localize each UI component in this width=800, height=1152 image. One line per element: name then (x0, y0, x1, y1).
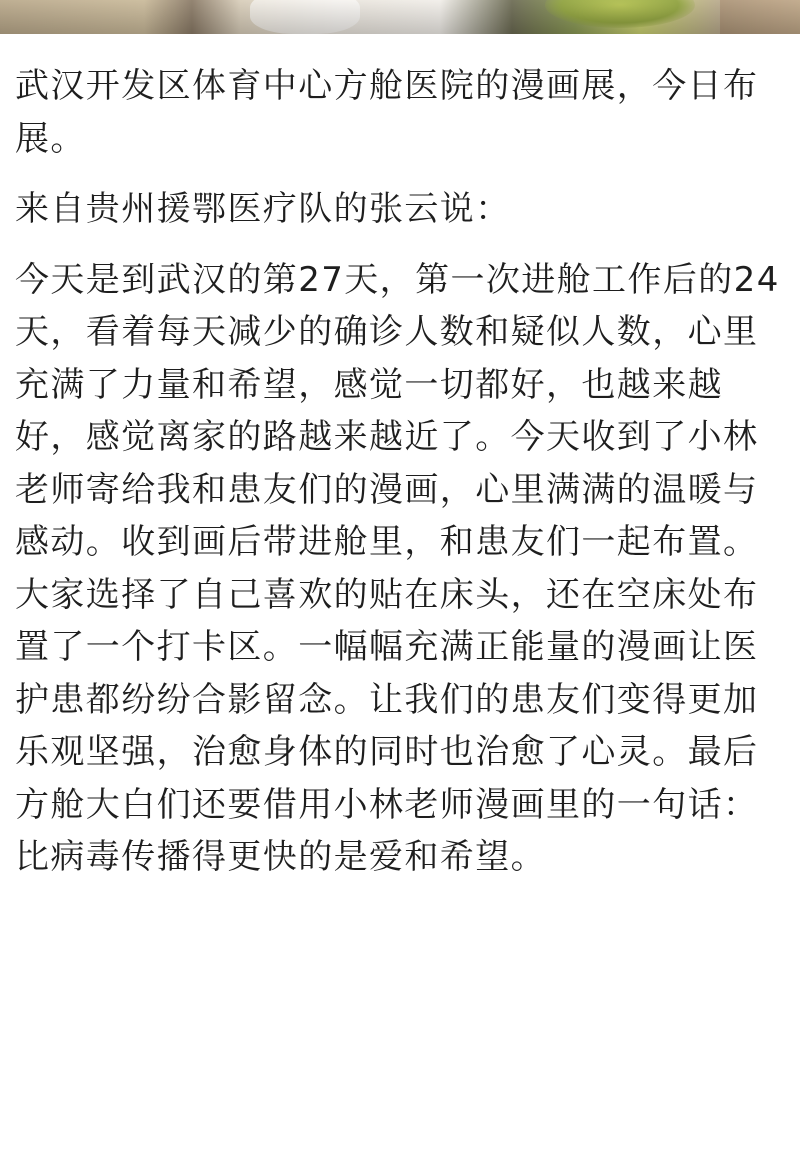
paragraph-exhibition-intro: 武汉开发区体育中心方舱医院的漫画展，今日布展。 (15, 66, 759, 159)
paragraph-quote-body: 今天是到武汉的第27天，第一次进舱工作后的24天，看着每天减少的确诊人数和疑似人数，心里充满了力量和希望，感觉一切都好，也越来越好，感觉离家的路越来越近了。今天收到了小林老师寄给我和患友们的漫画，心里满满的温暖与感动。收到画后带进舱里，和患友们一起布置。大家选择了自己喜欢的贴在床头，还在空床处布置了一个打卡区。一幅幅充满正能量的漫画让医护患都纷纷合影留念。让我们的患友们变得更加乐观坚强，治愈身体的同时也治愈了心灵。最后方舱大白们还要借用小林老师漫画里的一句话：比病毒传播得更快的是爱和希望。 (15, 259, 780, 877)
article-body (15, 60, 785, 884)
article-photo-bottom-edge (0, 0, 800, 34)
paragraph-quote-attribution: 来自贵州援鄂医疗队的张云说： (15, 189, 511, 229)
